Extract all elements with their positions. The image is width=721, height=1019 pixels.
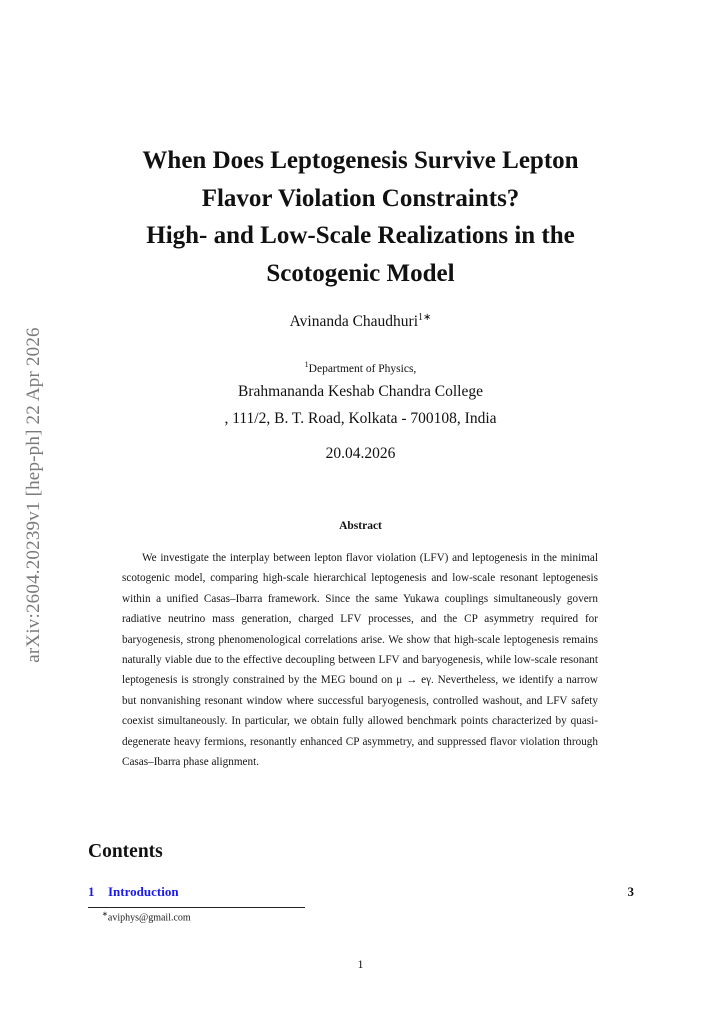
affiliation-marker: 1 xyxy=(304,360,309,369)
paper-date: 20.04.2026 xyxy=(325,445,396,462)
toc-entry-number: 1 xyxy=(88,884,95,899)
contents-heading: Contents xyxy=(88,841,163,862)
affiliation-department xyxy=(88,360,633,375)
title-line: Flavor Violation Constraints? xyxy=(201,184,520,212)
arxiv-sidebar-stamp xyxy=(22,290,46,700)
title-line: Scotogenic Model xyxy=(266,259,455,287)
affiliation-college: Brahmananda Keshab Chandra College xyxy=(238,383,483,400)
department-name: Department of Physics, xyxy=(308,362,417,375)
author-marker: 1∗ xyxy=(418,312,432,323)
toc-entry-page: 3 xyxy=(627,884,634,899)
abstract-body: We investigate the interplay between lepton flavor violation (LFV) and leptogenesis in the minimal scotogenic model, comparing high-scale hierarchical leptogenesis and low-scale resonant leptogenesis within a unified Casas–Ibarra framework. Since the same Yukawa couplings simultaneously govern radiative neutrino mass generation, charged LFV processes, and the CP asymmetry required for baryogenesis, strong phenomenological correlations arise. We show that high-scale leptogenesis remains naturally viable due to the effective decoupling between LFV and baryogenesis, while low-scale resonant leptogenesis is strongly constrained by the MEG bound on μ → eγ. Nevertheless, we identify a narrow but nonvanishing resonant window where successful baryogenesis, controlled washout, and LFV safety coexist simultaneously. In particular, we obtain fully allowed benchmark points characterized by quasi-degenerate heavy fermions, resonantly enhanced CP asymmetry, and suppressed flavor violation through Casas–Ibarra phase alignment. xyxy=(122,552,598,769)
title-line: High- and Low-Scale Realizations in the xyxy=(146,222,575,249)
footnote-rule xyxy=(88,907,305,908)
footnote xyxy=(102,910,191,923)
page-number: 1 xyxy=(357,957,364,971)
abstract-heading: Abstract xyxy=(339,520,382,532)
footnote-email: aviphys@gmail.com xyxy=(107,912,191,924)
title-line: When Does Leptogenesis Survive Lepton xyxy=(142,147,579,174)
toc-entry-link[interactable]: Introduction xyxy=(108,884,179,899)
footnote-marker: ∗ xyxy=(102,910,108,918)
paper-title xyxy=(88,142,633,292)
affiliation-address: , 111/2, B. T. Road, Kolkata - 700108, India xyxy=(224,410,497,427)
author-name: Avinanda Chaudhuri xyxy=(289,313,419,331)
author-line xyxy=(88,312,633,331)
toc-entry-introduction[interactable] xyxy=(88,884,634,902)
arxiv-identifier: arXiv:2604.20239v1 [hep-ph] 22 Apr 2026 xyxy=(23,327,44,663)
